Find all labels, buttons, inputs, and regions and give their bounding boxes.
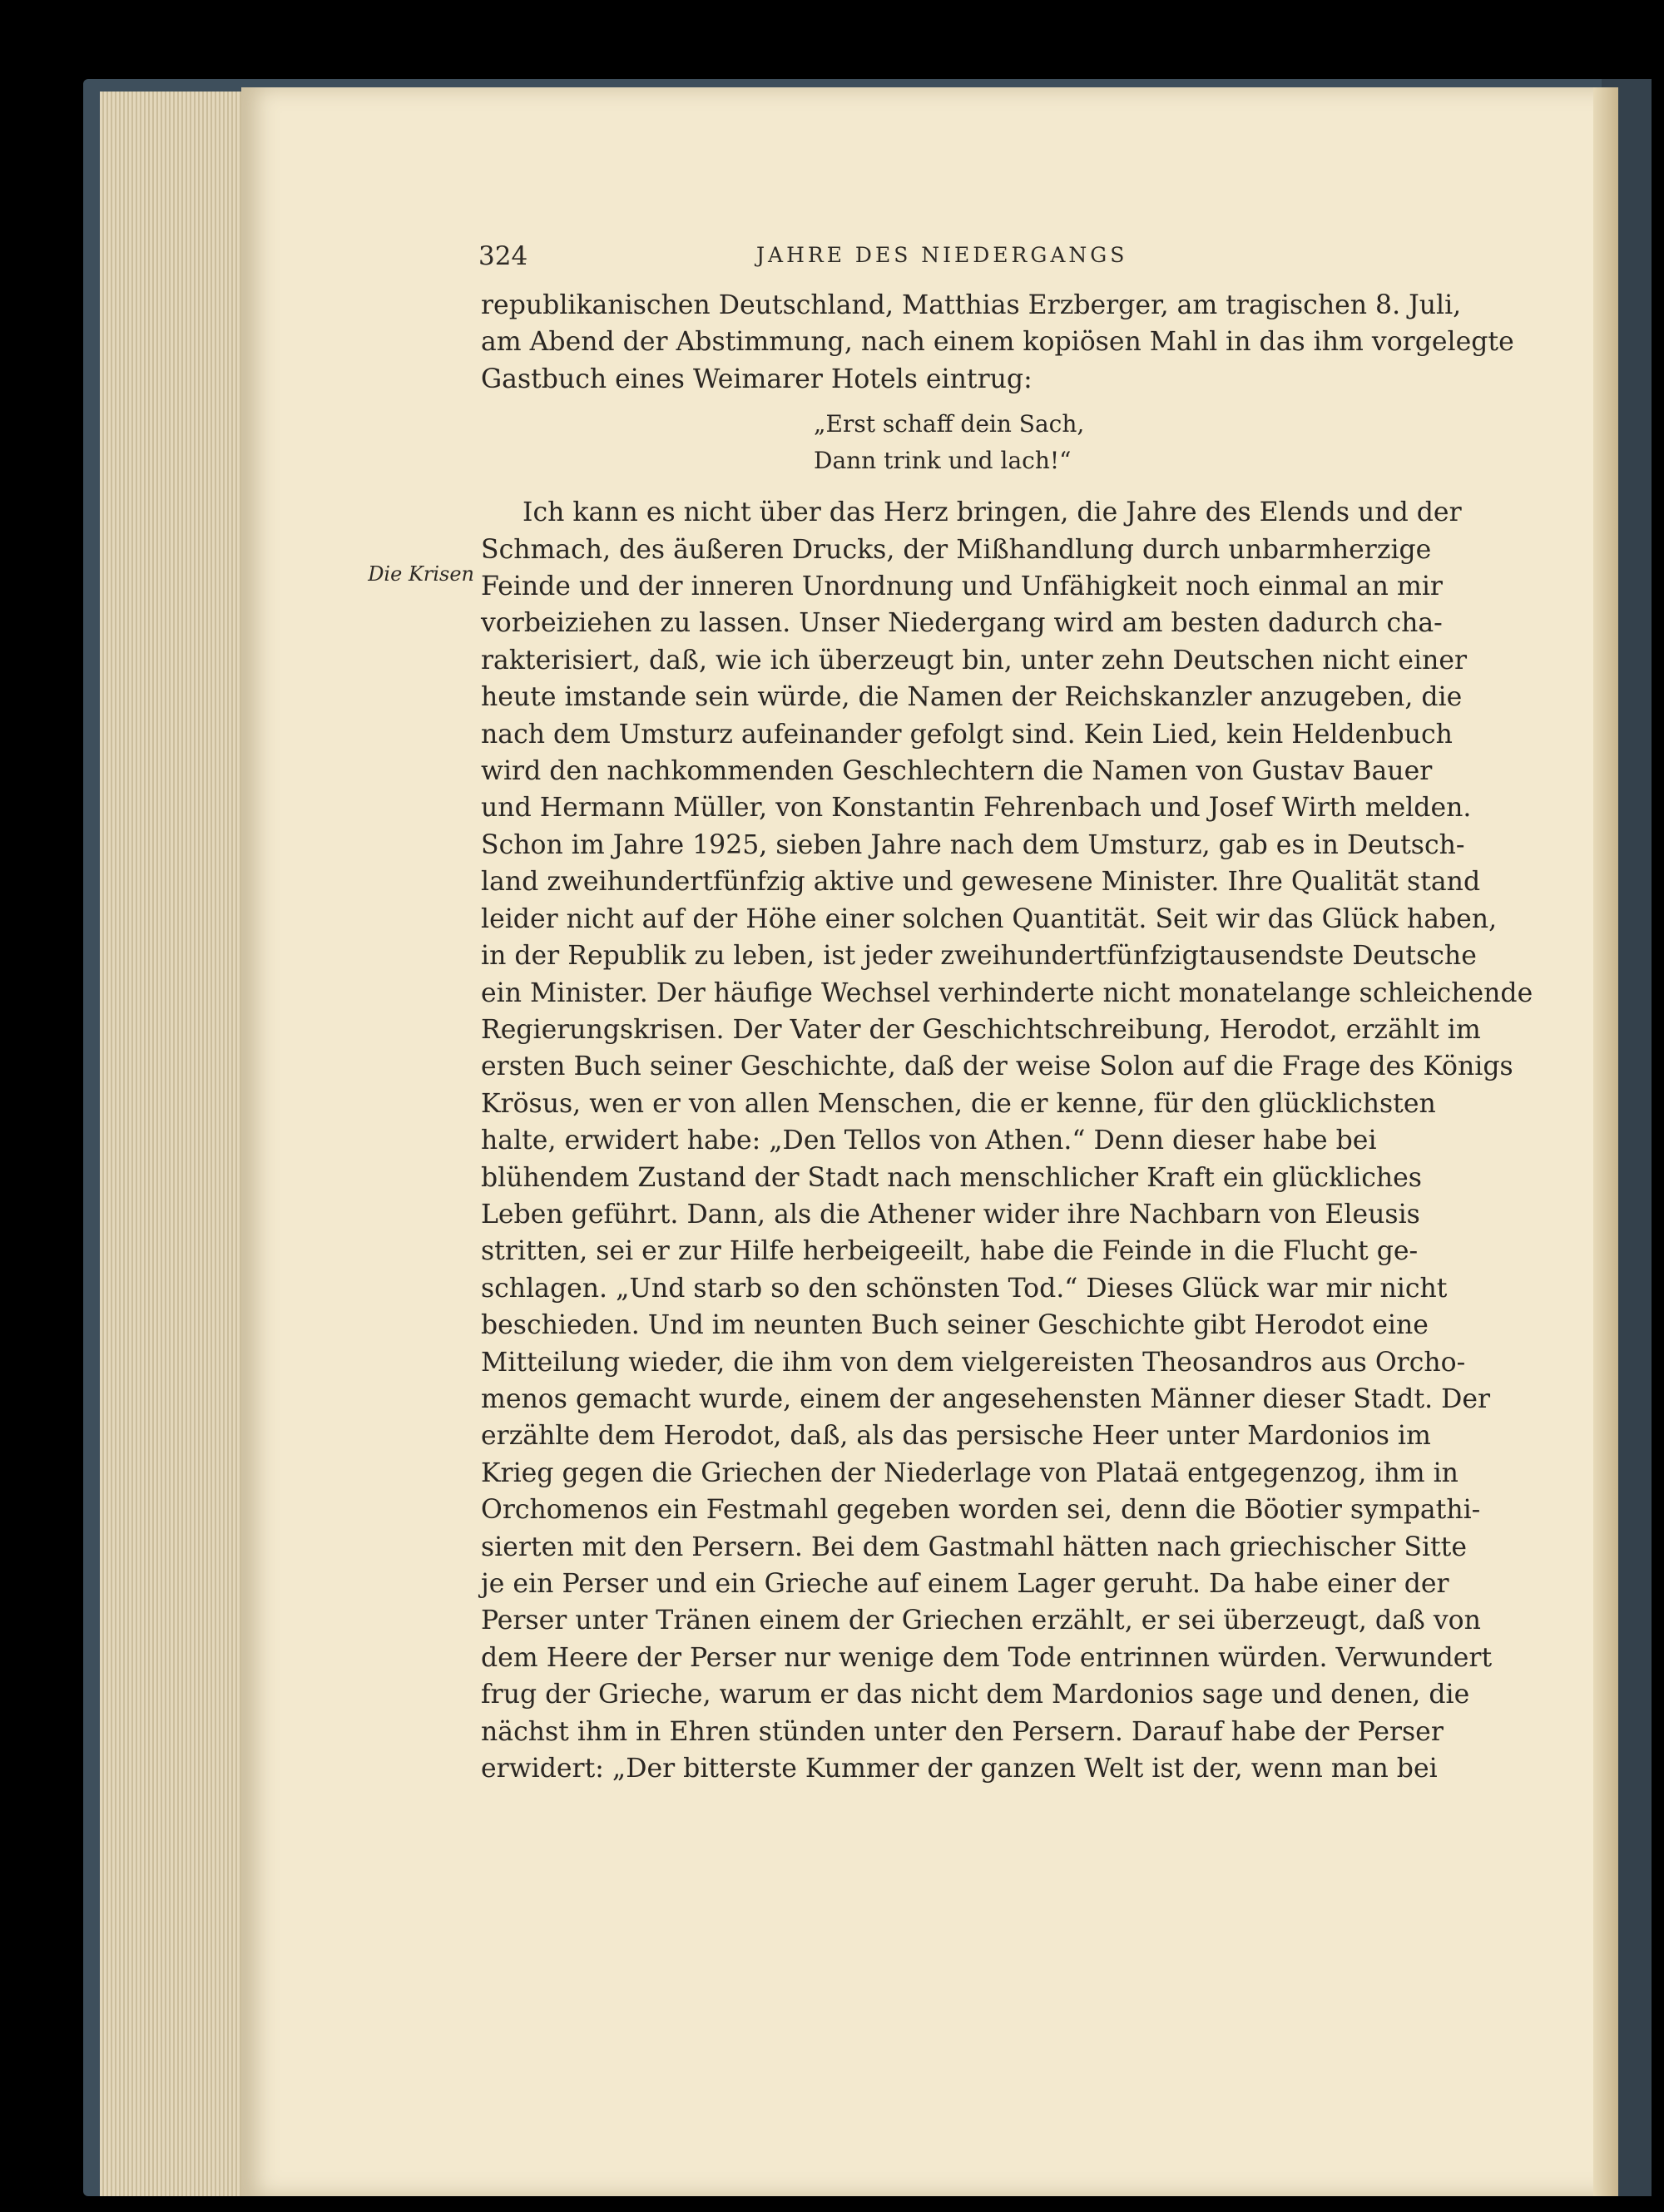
text-line: dem Heere der Perser nur wenige dem Tode entrinnen würden. Verwundert [481, 1642, 1493, 1673]
text-line: Ich kann es nicht über das Herz bringen, die Jahre des Elends und der [522, 497, 1462, 528]
margin-note: Die Krisen [368, 562, 474, 586]
text-line: Feinde und der inneren Unordnung und Unfähigkeit noch einmal an mir [481, 572, 1443, 602]
body-text [481, 287, 1533, 1787]
page-header [478, 241, 1468, 283]
text-line: Mitteilung wieder, die ihm von dem vielgereisten Theosandros aus Orcho- [481, 1347, 1466, 1378]
text-line: schlagen. „Und starb so den schönsten Tod.“ Dieses Glück war mir nicht [481, 1273, 1448, 1304]
text-line: nach dem Umsturz aufeinander gefolgt sind. Kein Lied, kein Heldenbuch [481, 719, 1453, 750]
text-line: blühendem Zustand der Stadt nach menschlicher Kraft ein glückliches [481, 1162, 1422, 1193]
text-line: Regierungskrisen. Der Vater der Geschichtschreibung, Herodot, erzählt im [481, 1014, 1481, 1045]
text-line: Krösus, wen er von allen Menschen, die er kenne, für den glücklichsten [481, 1088, 1436, 1119]
text-line: vorbeiziehen zu lassen. Unser Niedergang wird am besten dadurch cha- [481, 608, 1443, 639]
text-line: Schon im Jahre 1925, sieben Jahre nach dem Umsturz, gab es in Deutsch- [481, 829, 1465, 860]
text-line: erzählte dem Herodot, daß, als das persische Heer unter Mardonios im [481, 1421, 1431, 1452]
text-line: Orchomenos ein Festmahl gegeben worden sei, denn die Böotier sympathi- [481, 1495, 1481, 1526]
text-line: halte, erwidert habe: „Den Tellos von Athen.“ Denn dieser habe bei [481, 1126, 1377, 1156]
running-title: JAHRE DES NIEDERGANGS [756, 243, 1128, 267]
text-line: Krieg gegen die Griechen der Niederlage von Plataä entgegenzog, ihm in [481, 1457, 1458, 1488]
text-line: rakterisiert, daß, wie ich überzeugt bin, unter zehn Deutschen nicht einer [481, 645, 1468, 675]
poem-line: „Erst schaff dein Sach, [814, 410, 1085, 438]
poem-line: Dann trink und lach!“ [814, 447, 1072, 475]
text-line: stritten, sei er zur Hilfe herbeigeeilt, habe die Feinde in die Flucht ge- [481, 1236, 1419, 1267]
text-line: am Abend der Abstimmung, nach einem kopiösen Mahl in das ihm vorgelegte [481, 327, 1514, 358]
text-line: je ein Perser und ein Grieche auf einem Lager geruht. Da habe einer der [481, 1569, 1449, 1599]
page-stack-edges [100, 92, 245, 2196]
text-line: sierten mit den Persern. Bei dem Gastmahl hätten nach griechischer Sitte [481, 1532, 1467, 1562]
text-line: in der Republik zu leben, ist jeder zweihundertfünfzigtausendste Deutsche [481, 941, 1477, 972]
text-line: beschieden. Und im neunten Buch seiner Geschichte gibt Herodot eine [481, 1310, 1429, 1341]
text-line: Perser unter Tränen einem der Griechen erzählt, er sei überzeugt, daß von [481, 1606, 1481, 1636]
text-line: wird den nachkommenden Geschlechtern die Namen von Gustav Bauer [481, 756, 1433, 787]
poem-quote [814, 406, 1467, 479]
text-line: Gastbuch eines Weimarer Hotels eintrug: [481, 364, 1033, 394]
text-line: menos gemacht wurde, einem der angesehensten Männer dieser Stadt. Der [481, 1383, 1491, 1414]
text-line: erwidert: „Der bitterste Kummer der ganzen Welt ist der, wenn man bei [481, 1754, 1438, 1784]
text-line: Schmach, des äußeren Drucks, der Mißhandlung durch unbarmherzige [481, 534, 1432, 565]
text-line: heute imstande sein würde, die Namen der Reichskanzler anzugeben, die [481, 682, 1463, 713]
text-line: leider nicht auf der Höhe einer solchen Quantität. Seit wir das Glück haben, [481, 903, 1498, 934]
text-line: nächst ihm in Ehren stünden unter den Persern. Darauf habe der Perser [481, 1716, 1444, 1747]
text-line: ersten Buch seiner Geschichte, daß der weise Solon auf die Frage des Königs [481, 1052, 1513, 1082]
text-line: Leben geführt. Dann, als die Athener wider ihre Nachbarn von Eleusis [481, 1199, 1420, 1230]
text-line: ein Minister. Der häufige Wechsel verhinderte nicht monatelange schleichende [481, 977, 1533, 1008]
page-right-edge [1593, 87, 1618, 2196]
text-line: land zweihundertfünfzig aktive und gewesene Minister. Ihre Qualität stand [481, 867, 1481, 898]
page-number: 324 [478, 241, 528, 271]
text-line: frug der Grieche, warum er das nicht dem Mardonios sage und denen, die [481, 1680, 1470, 1710]
text-line: und Hermann Müller, von Konstantin Fehrenbach und Josef Wirth melden. [481, 793, 1472, 824]
text-line: republikanischen Deutschland, Matthias Erzberger, am tragischen 8. Juli, [481, 290, 1462, 320]
